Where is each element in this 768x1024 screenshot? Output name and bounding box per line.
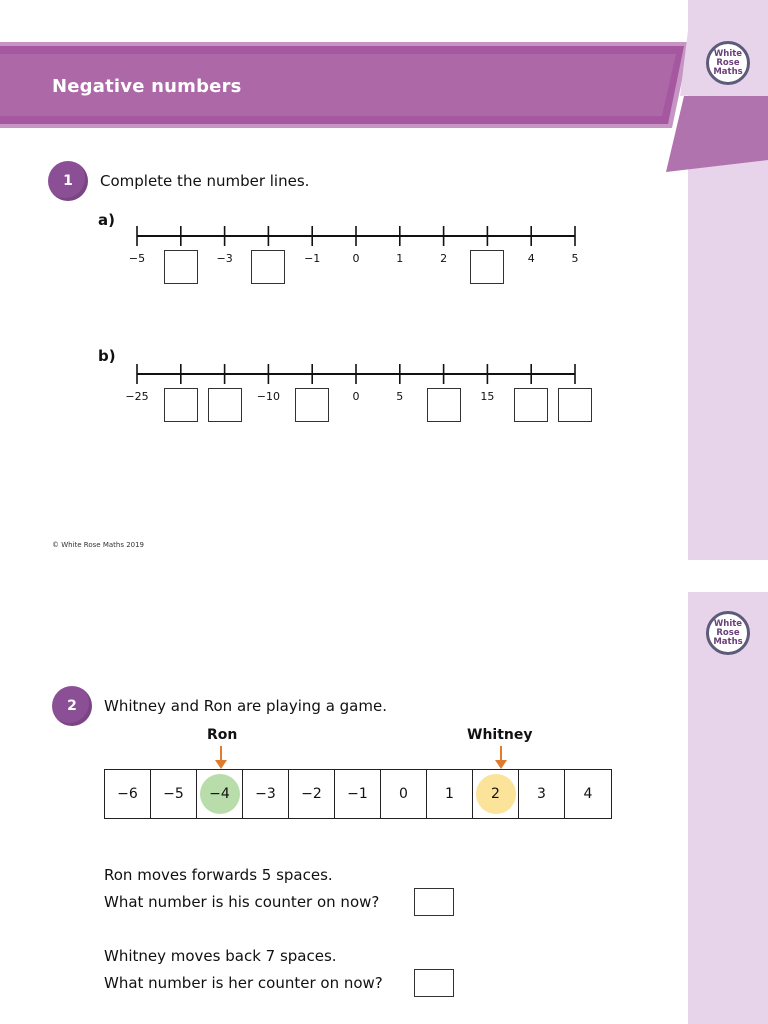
- question-1-number: 1: [63, 173, 73, 189]
- sidebar-decoration-bottom: [688, 592, 768, 1024]
- prompt-1-line2: What number is his counter on now?: [104, 893, 380, 911]
- whitney-label: Whitney: [467, 727, 533, 743]
- number-line-b-blank-box[interactable]: [295, 388, 329, 422]
- question-2-badge: [52, 686, 92, 726]
- whitney-arrow-head: [495, 760, 507, 769]
- number-line-label: 15: [480, 390, 495, 403]
- track-cell: [427, 770, 473, 818]
- question-1-text: Complete the number lines.: [100, 172, 310, 190]
- part-b-label: b): [98, 347, 116, 365]
- copyright-notice: © White Rose Maths 2019: [52, 541, 145, 549]
- track-cell-value: −5: [163, 786, 184, 802]
- track-cell: [105, 770, 151, 818]
- track-cell-value: −4: [209, 786, 230, 802]
- track-cell: [565, 770, 611, 818]
- part-a-label: a): [98, 211, 115, 229]
- question-2-number: 2: [67, 698, 77, 714]
- number-line-b-blank-box[interactable]: [208, 388, 242, 422]
- page-title: Negative numbers: [52, 76, 242, 97]
- logo-text-line3: Maths: [713, 66, 743, 77]
- number-line-a-blank-box[interactable]: [470, 250, 504, 284]
- number-line-label: −5: [128, 252, 146, 265]
- number-line-label: −3: [216, 252, 233, 265]
- answer-box-ron[interactable]: [414, 888, 454, 916]
- track-cell-value: 0: [399, 786, 408, 802]
- logo-text-line1: White: [713, 618, 743, 629]
- question-1-badge: [48, 161, 88, 201]
- logo-text-line3: Maths: [713, 636, 743, 647]
- logo-text-line1: White: [713, 48, 743, 59]
- number-line-label: 0: [352, 252, 360, 265]
- prompt-1-line1: Ron moves forwards 5 spaces.: [104, 866, 333, 884]
- logo-text-line2: Rose: [716, 57, 740, 68]
- track-cell: [197, 770, 243, 818]
- track-cell: [473, 770, 519, 818]
- number-line-a-blank-box[interactable]: [251, 250, 285, 284]
- number-line-label: 5: [571, 252, 579, 265]
- track-cell: [289, 770, 335, 818]
- number-line-b-blank-box[interactable]: [514, 388, 548, 422]
- number-line-label: −10: [256, 390, 281, 403]
- ron-arrow-head: [215, 760, 227, 769]
- page-break: [0, 560, 768, 592]
- track-cell-value: 2: [491, 786, 500, 802]
- track-cell-value: −6: [117, 786, 138, 802]
- track-cell-value: 4: [583, 786, 593, 802]
- question-2-text: Whitney and Ron are playing a game.: [104, 697, 387, 715]
- number-line-label: 4: [527, 252, 535, 265]
- prompt-2-line2: What number is her counter on now?: [104, 974, 383, 992]
- number-line-label: 1: [396, 252, 404, 265]
- track-cell-value: −1: [347, 786, 368, 802]
- number-line-label: −1: [304, 252, 321, 265]
- prompt-2-line1: Whitney moves back 7 spaces.: [104, 947, 337, 965]
- number-line-b-blank-box[interactable]: [427, 388, 461, 422]
- track-cell: [381, 770, 427, 818]
- white-rose-maths-logo: [706, 41, 750, 85]
- logo-text-line2: Rose: [716, 627, 740, 638]
- white-rose-maths-logo: [706, 611, 750, 655]
- track-cell-value: −3: [255, 786, 276, 802]
- number-line-b-blank-box[interactable]: [558, 388, 592, 422]
- ron-label: Ron: [207, 727, 238, 743]
- track-cell-value: 3: [537, 786, 546, 802]
- game-track: [104, 769, 612, 819]
- number-line-label: −25: [125, 390, 149, 403]
- number-line-label: 5: [396, 390, 404, 403]
- track-cell-value: 1: [445, 786, 454, 802]
- number-line-label: 2: [440, 252, 448, 265]
- number-line-b-blank-box[interactable]: [164, 388, 198, 422]
- track-cell: [151, 770, 197, 818]
- track-cell-value: −2: [301, 786, 322, 802]
- track-cell: [243, 770, 289, 818]
- number-line-label: 0: [352, 390, 360, 403]
- number-line-a-blank-box[interactable]: [164, 250, 198, 284]
- answer-box-whitney[interactable]: [414, 969, 454, 997]
- track-cell: [519, 770, 565, 818]
- track-cell: [335, 770, 381, 818]
